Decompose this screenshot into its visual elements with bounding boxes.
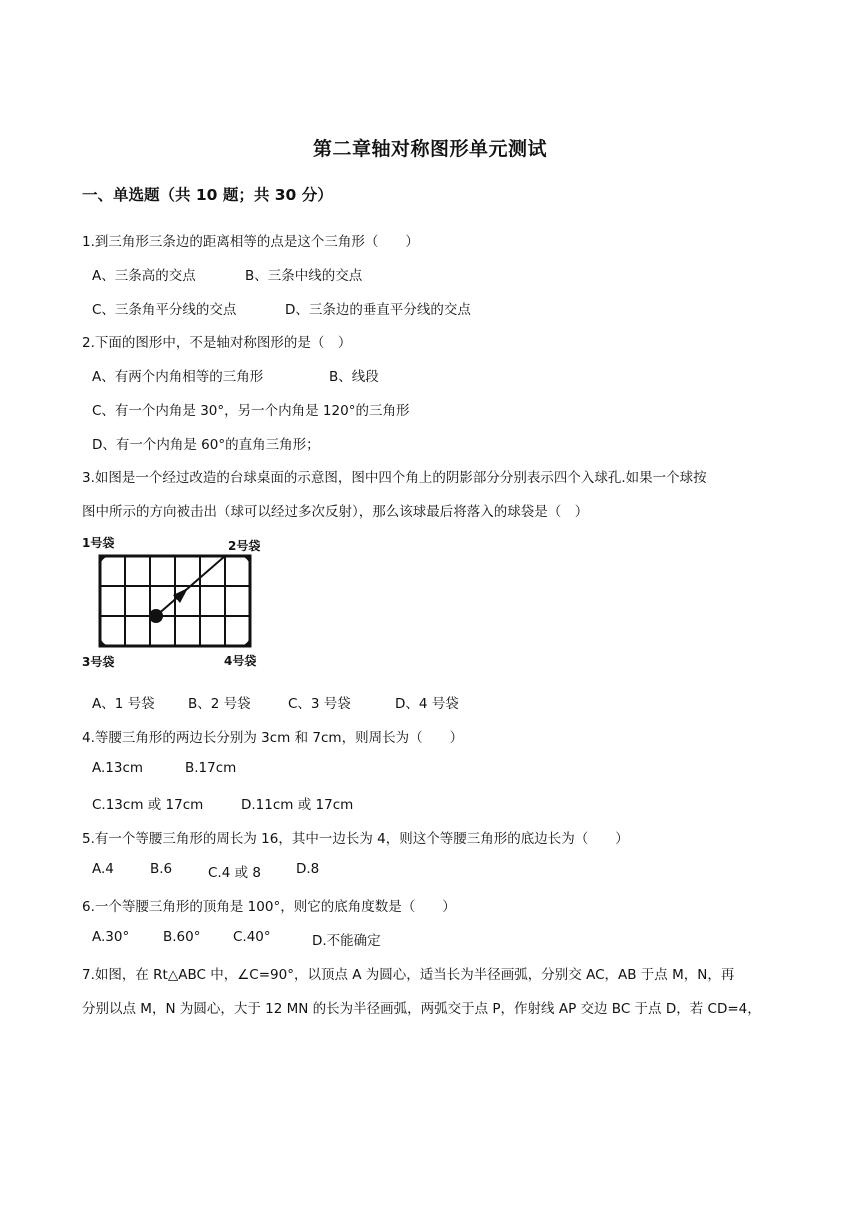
question-5-option-c: C.4 或 8 <box>208 865 261 881</box>
question-6-option-c: C.40° <box>233 929 271 945</box>
question-5-option-d: D.8 <box>296 861 320 877</box>
question-3-stem-line-1: 3.如图是一个经过改造的台球桌面的示意图，图中四个角上的阴影部分分别表示四个入球孔.如果一个球按 <box>82 470 707 486</box>
pocket-1-label: 1号袋 <box>82 536 115 550</box>
question-3-stem-line-2: 图中所示的方向被击出（球可以经过多次反射），那么该球最后将落入的球袋是（ ） <box>82 504 589 520</box>
question-3-option-d: D、4 号袋 <box>395 696 459 712</box>
question-4-option-b: B.17cm <box>185 760 237 776</box>
question-1-option-a: A、三条高的交点 <box>92 268 196 284</box>
question-1-option-d: D、三条边的垂直平分线的交点 <box>285 302 471 318</box>
question-2-stem: 2.下面的图形中，不是轴对称图形的是（ ） <box>82 335 352 351</box>
question-5-option-a: A.4 <box>92 861 114 877</box>
question-4-option-a: A.13cm <box>92 760 144 776</box>
question-2-option-c: C、有一个内角是 30°，另一个内角是 120°的三角形 <box>92 403 410 419</box>
pocket-3-label: 3号袋 <box>82 655 115 669</box>
question-5-stem: 5.有一个等腰三角形的周长为 16，其中一边长为 4，则这个等腰三角形的底边长为（ ） <box>82 831 629 847</box>
question-7-stem-line-2: 分别以点 M，N 为圆心，大于 12 MN 的长为半径画弧，两弧交于点 P，作射线 AP 交边 BC 于点 D，若 CD=4， <box>82 1001 761 1017</box>
pocket-3-shape <box>100 635 111 646</box>
question-2-option-a: A、有两个内角相等的三角形 <box>92 369 264 385</box>
pocket-2-shape <box>239 556 250 567</box>
question-4-option-d: D.11cm 或 17cm <box>241 797 354 813</box>
pocket-2-label: 2号袋 <box>228 539 261 553</box>
question-5-option-b: B.6 <box>150 861 173 877</box>
question-3-option-c: C、3 号袋 <box>288 696 351 712</box>
question-1-option-c: C、三条角平分线的交点 <box>92 302 237 318</box>
question-3-option-a: A、1 号袋 <box>92 696 155 712</box>
question-4-stem: 4.等腰三角形的两边长分别为 3cm 和 7cm，则周长为（ ） <box>82 730 464 746</box>
question-6-option-b: B.60° <box>163 929 201 945</box>
billiard-table-figure <box>80 534 280 678</box>
question-1-stem: 1.到三角形三条边的距离相等的点是这个三角形（ ） <box>82 234 419 250</box>
question-4-option-c: C.13cm 或 17cm <box>92 797 204 813</box>
section-heading: 一、单选题（共 10 题；共 30 分） <box>82 186 333 204</box>
pocket-4-shape <box>239 635 250 646</box>
page-title: 第二章轴对称图形单元测试 <box>312 138 547 160</box>
question-3-option-b: B、2 号袋 <box>188 696 251 712</box>
question-7-stem-line-1: 7.如图，在 Rt△ABC 中，∠C=90°，以顶点 A 为圆心，适当长为半径画弧，分别交 AC，AB 于点 M，N，再 <box>82 967 735 983</box>
question-6-stem: 6.一个等腰三角形的顶角是 100°，则它的底角度数是（ ） <box>82 899 456 915</box>
question-6-option-d: D.不能确定 <box>312 933 381 949</box>
question-1-option-b: B、三条中线的交点 <box>245 268 363 284</box>
question-2-option-b: B、线段 <box>329 369 379 385</box>
pocket-1-shape <box>100 556 111 567</box>
question-2-option-d: D、有一个内角是 60°的直角三角形； <box>92 437 320 453</box>
question-6-option-a: A.30° <box>92 929 130 945</box>
pocket-4-label: 4号袋 <box>224 654 257 668</box>
